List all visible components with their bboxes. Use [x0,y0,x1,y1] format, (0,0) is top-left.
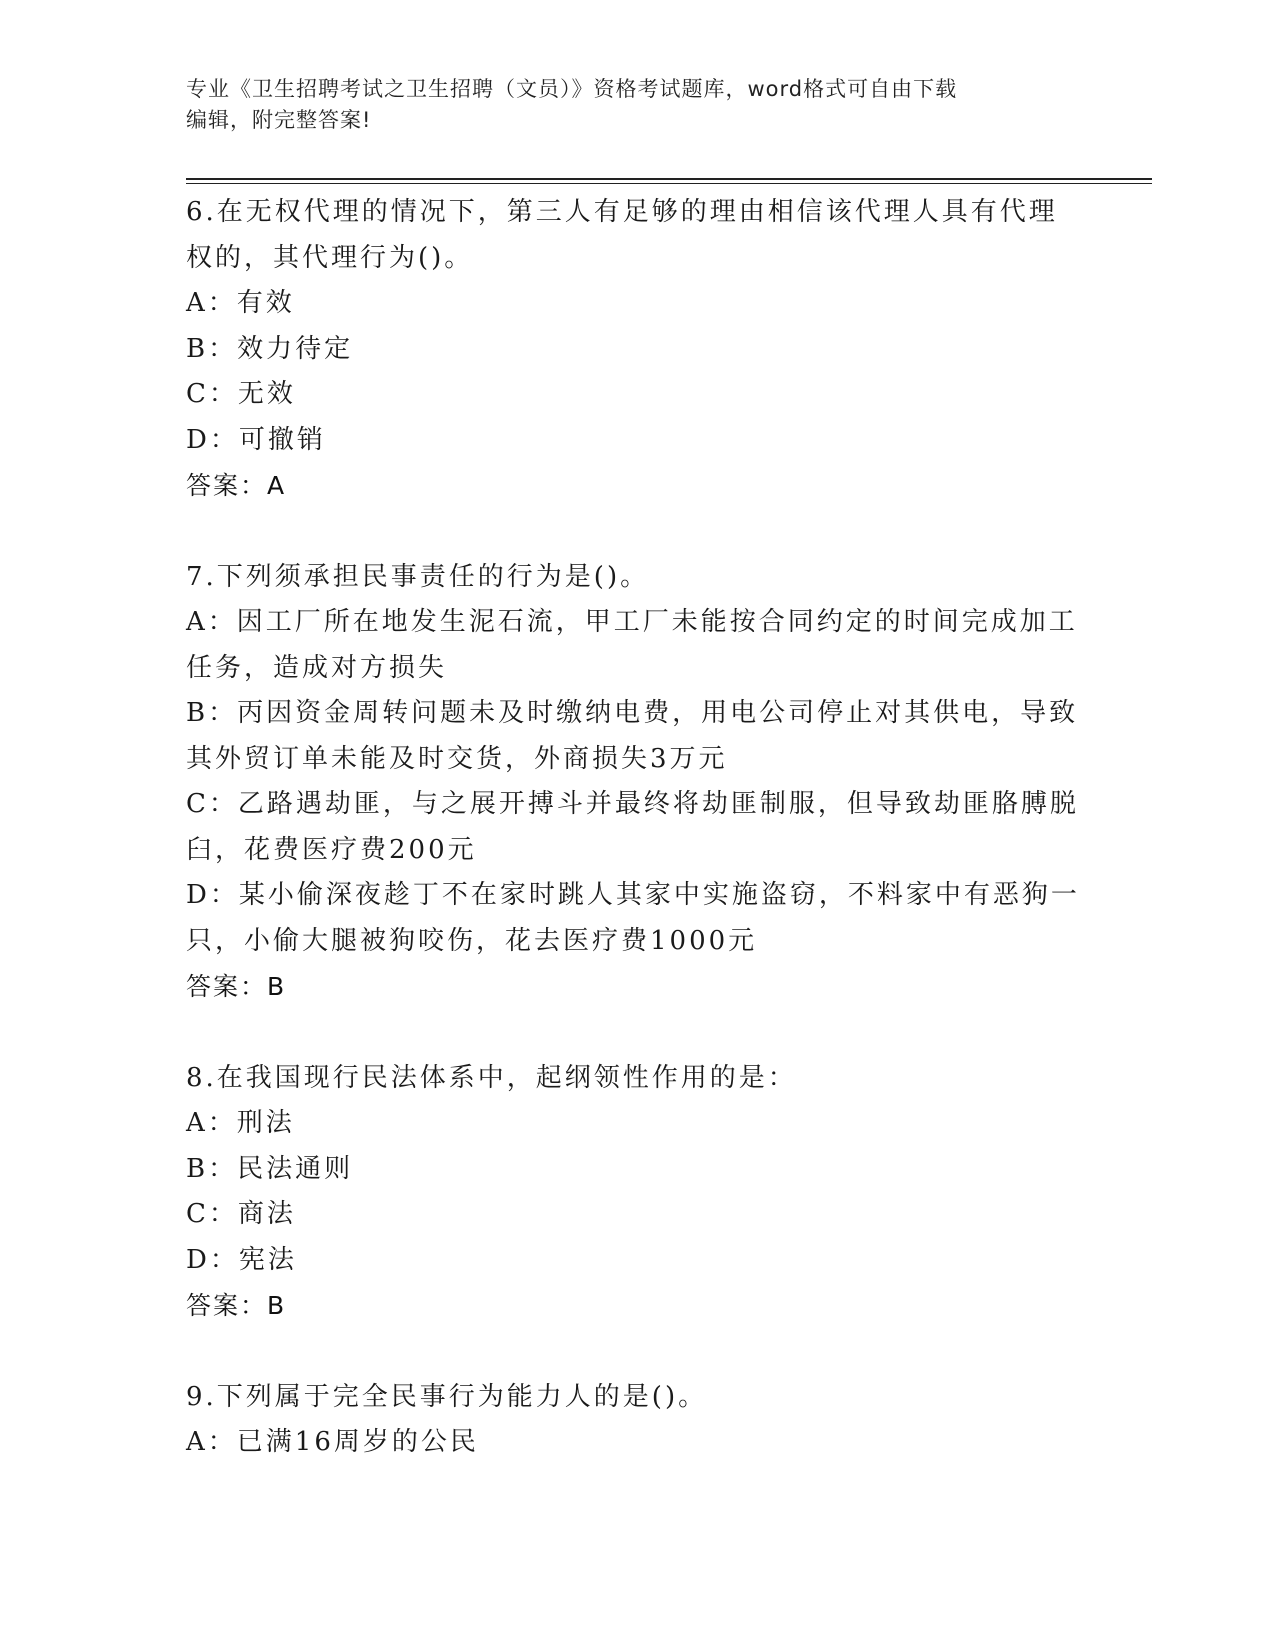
question-stem: 8.在我国现行民法体系中，起纲领性作用的是： [186,1062,797,1093]
option-c: C：商法 [186,1199,296,1229]
answer-label: 答案：B [186,972,287,1001]
answer-label: 答案：A [186,471,287,500]
option-b: B：丙因资金周转问题未及时缴纳电费，用电公司停止对其供电，导致其外贸订单未能及时交货，外商损失3万元 [186,698,1079,774]
option-d: D：宪法 [186,1244,297,1275]
option-d: D：某小偷深夜趁丁不在家时跳人其家中实施盗窃，不料家中有恶狗一只，小偷大腿被狗咬伤，花去医疗费1000元 [186,880,1080,956]
answer-label: 答案：B [186,1291,287,1320]
option-b: B：效力待定 [186,333,354,364]
option-a: A：有效 [186,288,295,318]
question-stem: 7.下列须承担民事责任的行为是()。 [186,561,650,592]
option-a: A：因工厂所在地发生泥石流，甲工厂未能按合同约定的时间完成加工任务，造成对方损失 [186,607,1078,683]
header-divider-thin [186,183,1152,184]
header-line-2: 编辑，附完整答案! [186,108,372,132]
document-header [186,74,1066,136]
question-item [186,190,1086,509]
option-c: C：乙路遇劫匪，与之展开搏斗并最终将劫匪制服，但导致劫匪胳膊脱臼，花费医疗费200元 [186,789,1079,865]
question-item [186,1056,1086,1329]
option-a: A：刑法 [186,1108,295,1138]
question-list [186,190,1086,1512]
option-a: A：已满16周岁的公民 [186,1427,479,1457]
option-b: B：民法通则 [186,1153,354,1184]
header-divider-thick [186,178,1152,180]
question-stem: 9.下列属于完全民事行为能力人的是()。 [186,1381,708,1412]
option-d: D：可撤销 [186,424,326,455]
question-stem: 6.在无权代理的情况下，第三人有足够的理由相信该代理人具有代理权的，其代理行为()。 [186,197,1058,273]
option-c: C：无效 [186,379,296,409]
question-item [186,555,1086,1010]
header-line-1: 专业《卫生招聘考试之卫生招聘（文员）》资格考试题库，word格式可自由下载 [186,77,958,101]
question-item [186,1375,1086,1466]
